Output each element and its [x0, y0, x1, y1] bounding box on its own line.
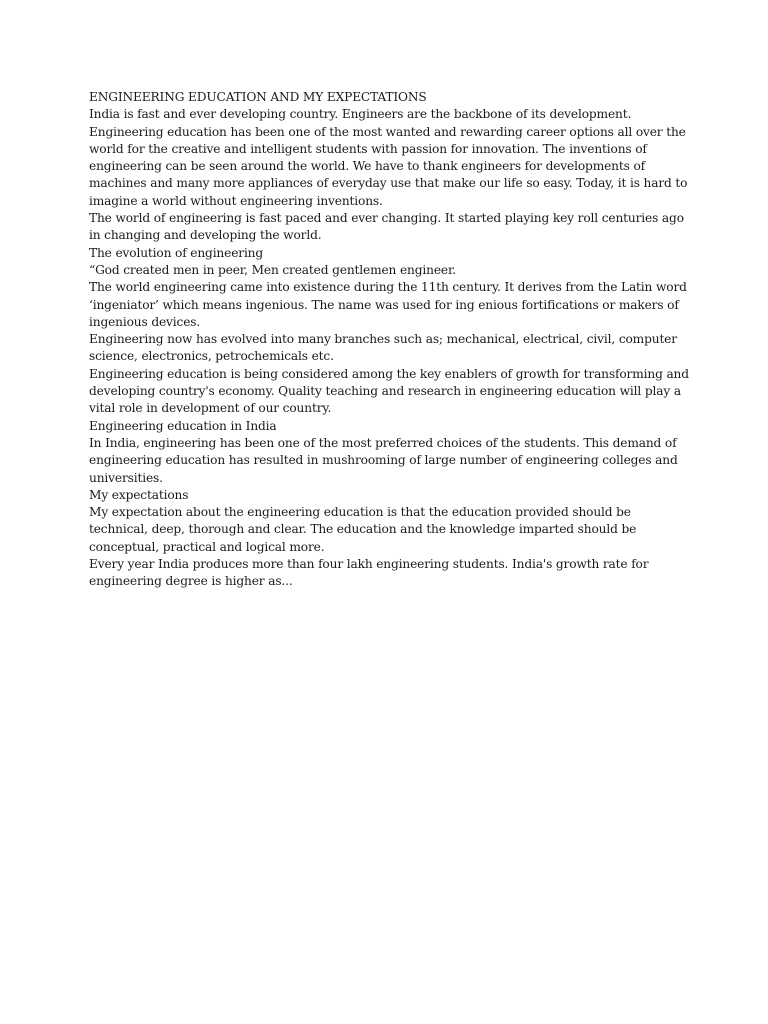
paragraph-origin: The world engineering came into existence during the 11th century. It derives from the Latin word ‘ingeniator’ which means ingenious. The name was used for ing enious fortifications or makers of ingenious devices.	[89, 280, 687, 329]
paragraph-expectations: My expectation about the engineering education is that the education provided should be technical, deep, thorough and clear. The education and the knowledge imparted should be conceptual, practical and logical more.	[89, 505, 637, 554]
document-title: ENGINEERING EDUCATION AND MY EXPECTATIONS	[89, 90, 427, 104]
heading-india: Engineering education in India	[89, 418, 277, 433]
paragraph-india: In India, engineering has been one of the most preferred choices of the students. This demand of engineering education has resulted in mushrooming of large number of engineering colleges and universities.	[89, 435, 678, 485]
paragraph-world-of-engineering: The world of engineering is fast paced and ever changing. It started playing key roll centuries ago in changing and developing the world.	[89, 211, 684, 243]
paragraph-quote: “God created men in peer, Men created gentlemen engineer.	[89, 262, 457, 277]
heading-expectations: My expectations	[89, 487, 189, 502]
paragraph-branches: Engineering now has evolved into many branches such as; mechanical, electrical, civil, computer science, electronics, petrochemicals etc.	[89, 332, 677, 364]
paragraph-intro: India is fast and ever developing country. Engineers are the backbone of its development. Engineering education has been one of the most wanted and rewarding career options all over the world for the creative and intelligent students with passion for innovation. The inventions of engineering can be seen around the world. We have to thank engineers for developments of machines and many more appliances of everyday use that make our life so easy. Today, it is hard to imagine a world without engineering inventions.	[89, 107, 688, 208]
document-body	[89, 89, 689, 591]
heading-evolution: The evolution of engineering	[89, 245, 264, 260]
paragraph-enablers: Engineering education is being considered among the key enablers of growth for transforming and developing country's economy. Quality teaching and research in engineering education will play a vital role in development of our country.	[89, 366, 689, 416]
paragraph-growth: Every year India produces more than four lakh engineering students. India's growth rate for engineering degree is higher as...	[89, 557, 649, 589]
